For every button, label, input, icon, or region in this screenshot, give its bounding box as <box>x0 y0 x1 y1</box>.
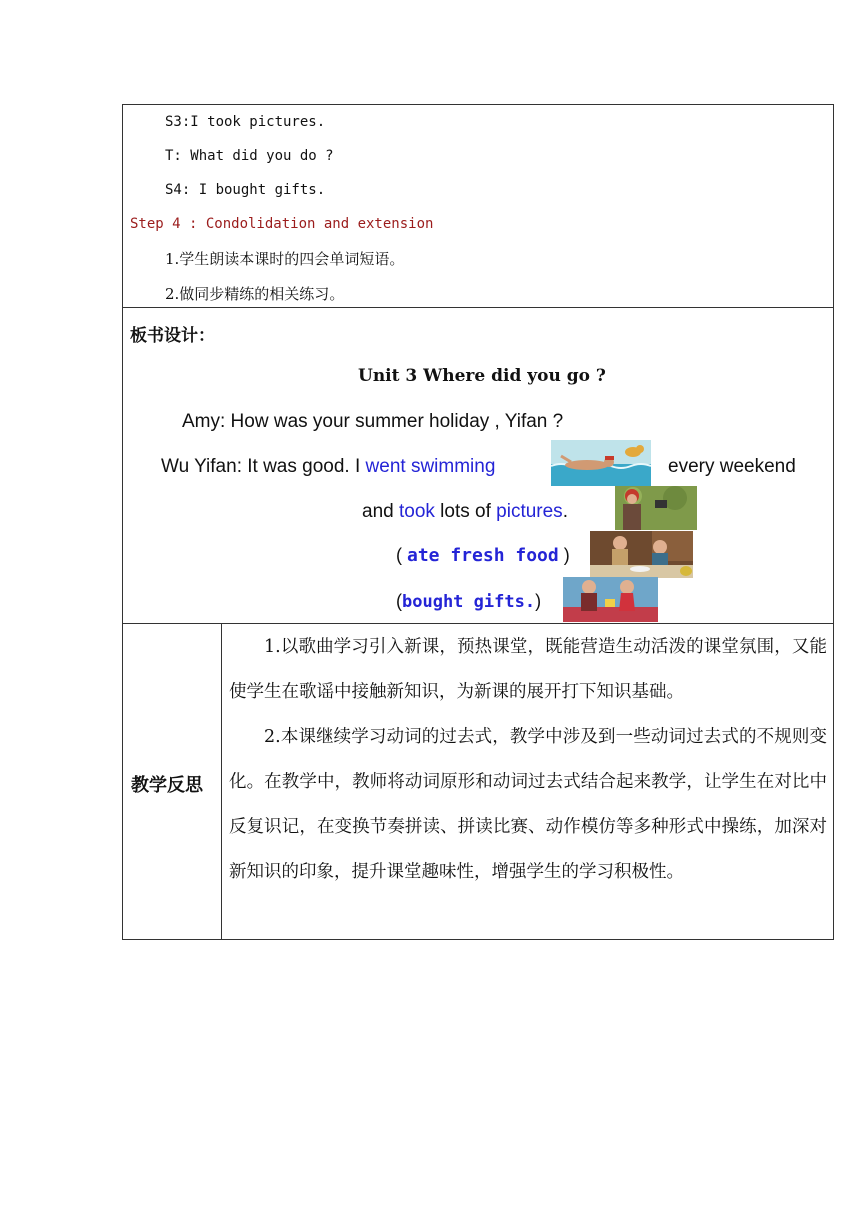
taking-photos-picture-icon <box>615 486 697 530</box>
reflection-paragraph-2: 2.本课继续学习动词的过去式，教学中涉及到一些动词过去式的不规则变化。在教学中，教师将动词原形和动词过去式结合起来教学，让学生在对比中反复识记，在变换节奏拼读、拼读比赛、动作模仿等多种形式中操练，加深对新知识的印象，提升课堂趣味性，增强学生的学习积极性。 <box>229 727 827 882</box>
board-ate-line <box>396 545 570 566</box>
board-label: 板书设计： <box>130 326 215 345</box>
row-divider <box>123 623 833 624</box>
board-wu-line <box>161 456 495 478</box>
column-divider <box>221 623 222 939</box>
board-and: and <box>362 501 399 522</box>
dialogue-s4: S4: I bought gifts. <box>165 182 326 198</box>
board-pictures: pictures <box>496 501 563 522</box>
reflection-text <box>229 625 827 895</box>
board-period: . <box>562 501 568 522</box>
reflection-label: 教学反思 <box>131 775 203 795</box>
row-divider <box>123 307 833 308</box>
board-ate-open: ( <box>396 545 407 565</box>
buying-gifts-picture-icon <box>563 577 658 622</box>
board-bought-close: ) <box>535 591 542 611</box>
step4-heading: Step 4 : Condolidation and extension <box>130 216 434 232</box>
dialogue-s3: S3:I took pictures. <box>165 114 326 130</box>
swimming-picture-icon <box>551 440 651 486</box>
reflection-paragraph-1: 1.以歌曲学习引入新课，预热课堂，既能营造生动活泼的课堂氛围，又能使学生在歌谣中接触新知识，为新课的展开打下知识基础。 <box>229 637 827 702</box>
board-went-swimming: went swimming <box>365 456 496 477</box>
board-took: took <box>398 501 435 522</box>
board-ate-close: ) <box>558 545 570 565</box>
board-and-line <box>362 501 568 523</box>
board-amy-line: Amy: How was your summer holiday , Yifan ? <box>182 411 564 432</box>
eating-food-picture-icon <box>590 531 693 578</box>
board-bought-gifts: bought gifts. <box>402 592 536 612</box>
board-title: Unit 3 Where did you go ? <box>358 366 606 386</box>
dialogue-t: T: What did you do ? <box>165 148 334 164</box>
board-bought-line <box>396 591 541 612</box>
board-ate-fresh-food: ate fresh food <box>407 545 559 566</box>
board-bought-open: ( <box>396 591 402 611</box>
board-lots-of: lots of <box>434 501 497 522</box>
board-wu-prefix: Wu Yifan: It was good. I <box>161 456 366 477</box>
step4-item-1: 1.学生朗读本课时的四会单词短语。 <box>165 250 405 268</box>
step4-item-2: 2.做同步精练的相关练习。 <box>165 285 345 303</box>
board-every-weekend: every weekend <box>668 456 796 477</box>
